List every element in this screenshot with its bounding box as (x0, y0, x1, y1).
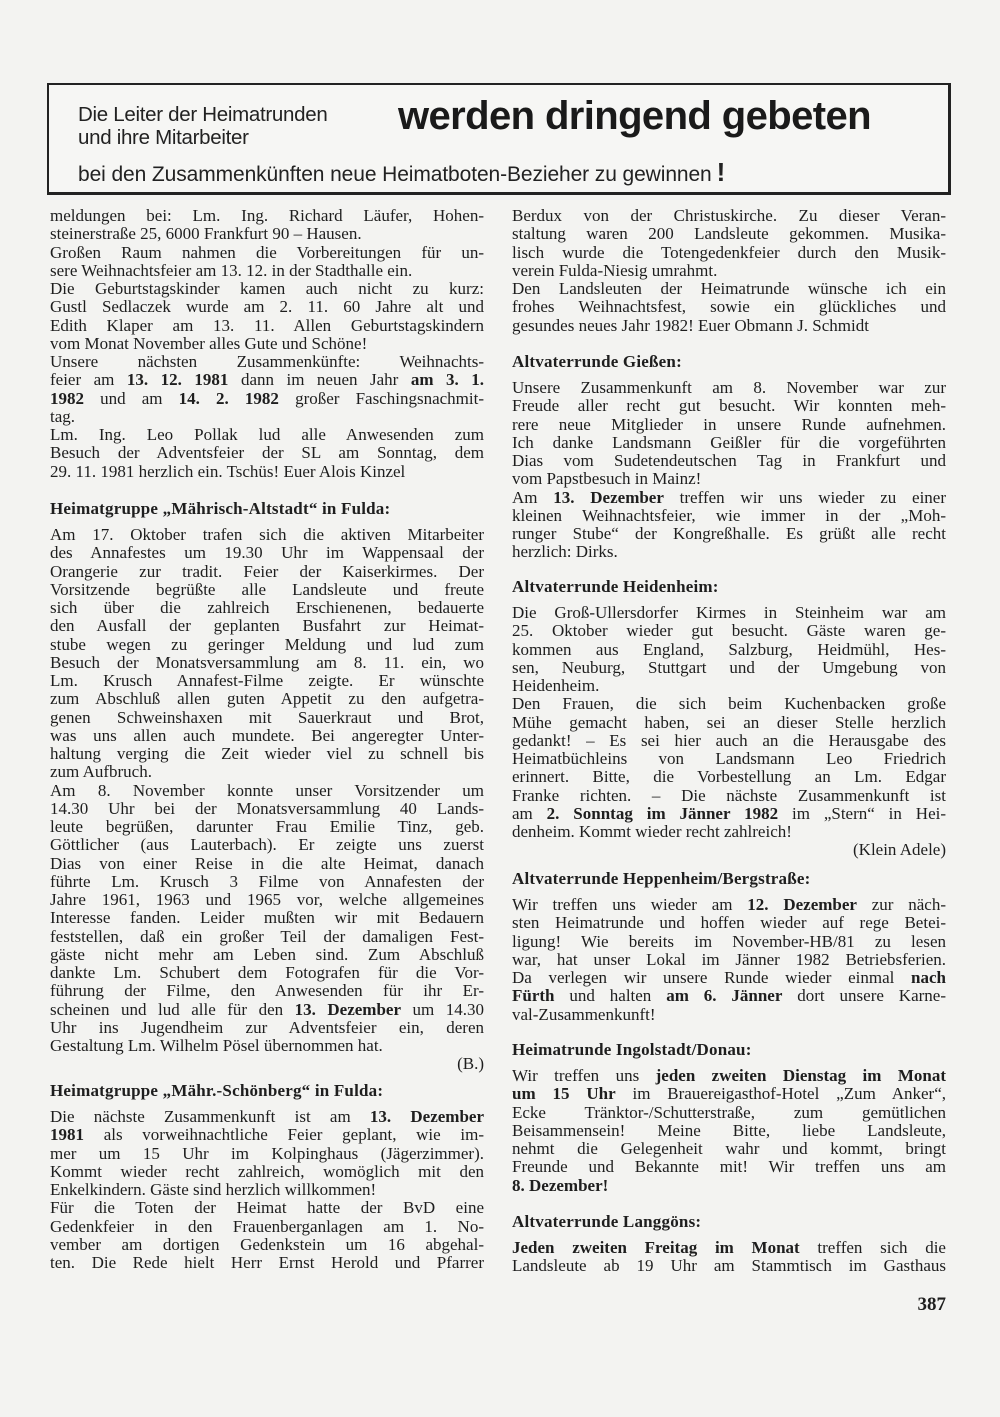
text-line: verein Fulda-Niesig umrahmt. (512, 260, 718, 280)
text-line: Besuch der Adventsfeier der SL am Sonntag, dem (50, 443, 484, 463)
text-line: gesundes neues Jahr 1982! Euer Obmann J. Schmidt (512, 315, 869, 335)
text-line: Göttlicher (aus Lauterbach). Er zeigte uns zuerst (50, 835, 484, 855)
bold-text: 14. 2. 1982 (178, 388, 279, 408)
bold-text: 13. 12. 1981 (126, 370, 229, 390)
article-section (50, 1082, 484, 1272)
text-line: Die Geburtstagskinder kamen auch nicht zu kurz: (50, 279, 484, 298)
text-segment: scheinen und lud alle für den (50, 999, 295, 1019)
text-line: runger Stube“ der Kongreßhalle. Es grüßt alle recht (512, 524, 946, 543)
article-section (512, 1041, 946, 1195)
text-line: Jahre 1961, 1963 und 1965 vor, welche allgemeines (50, 890, 484, 909)
text-line: den Ausfall der geplanten Busfahrt zur Heimat- (50, 616, 484, 636)
text-line: führung der Filme, den Anwesenden für ihr Er- (50, 981, 484, 1001)
author-signature: (Klein Adele) (853, 840, 946, 860)
section-heading: Heimatgruppe „Mährisch-Altstadt“ in Fulda: (50, 499, 391, 518)
text-segment: treffen wir uns wieder zu einer (663, 487, 947, 507)
text-segment: Wir treffen uns (512, 1066, 656, 1085)
text-line: Beisammensein! Meine Bitte, liebe Landsleute, (512, 1120, 946, 1140)
author-signature: (B.) (457, 1054, 484, 1074)
text-segment: Wir treffen uns wieder am (512, 895, 748, 914)
article-section (512, 870, 946, 1024)
text-line: Freunde und Bekannte mit! Wir treffen uns am (512, 1157, 946, 1177)
text-line: stube wegen zu geringer Meldung und lud zum (50, 634, 484, 654)
text-line: mer um 15 Uhr im Kolpinghaus (Jägerzimmer). (50, 1143, 484, 1163)
text-line: gäste nicht mehr am Leben sind. Zum Abschluß (50, 944, 484, 964)
article-section (50, 207, 484, 481)
text-line: Die Groß-Ullersdorfer Kirmes in Steinheim war am (512, 603, 946, 622)
text-line: leute begrüßen, darunter Frau Emilie Tinz, geb. (50, 817, 484, 836)
text-line: Gustl Sedlaczek wurde am 2. 11. 60 Jahre alt und (50, 297, 484, 317)
text-line: sich über die zahlreich Erschienenen, bedauerte (50, 598, 484, 617)
text-line: feststellen, daß ein großer Teil der damaligen Fest- (50, 926, 484, 946)
text-line: Gedenkfeier in den Frauenberganlagen am 1. No- (50, 1216, 484, 1236)
article-section (512, 353, 946, 562)
text-line: sere Weihnachtsfeier am 13. 12. in der Stadthalle ein. (50, 260, 413, 280)
section-heading: Heimatgruppe „Mähr.-Schönberg“ in Fulda: (50, 1081, 384, 1100)
text-line: Besuch der Monatsversammlung am 8. 11. ein, wo (50, 652, 484, 672)
subscription-appeal-box (47, 83, 951, 195)
bold-text: am 3. 1. (410, 370, 485, 390)
text-line: Dias von einer Reise in die alte Heimat, danach (50, 853, 484, 873)
bold-text: 1981 (50, 1125, 84, 1145)
text-line: Unsere Zusammenkunft am 8. November war zur (512, 378, 946, 397)
text-line (512, 896, 946, 914)
text-line: 25. Oktober wieder gut besucht. Gäste waren ge- (512, 621, 946, 641)
bold-text: 13. Dezember (294, 999, 401, 1019)
banner-subline-text: bei den Zusammenkünften neue Heimatboten-Bezieher zu gewinnen (78, 163, 712, 186)
text-line: genen Schweinshaxen mit Sauerkraut und Brot, (50, 707, 484, 727)
bold-text: 2. Sonntag im Jänner 1982 (546, 803, 779, 823)
text-line: Orangerie zur tradit. Feier der Kaiserkirmes. Der (50, 561, 484, 581)
section-heading: Heimatrunde Ingolstadt/Donau: (512, 1040, 752, 1059)
banner-headline: werden dringend gebeten (398, 94, 871, 138)
section-heading: Altvaterrunde Heidenheim: (512, 577, 719, 596)
article-section (512, 1213, 946, 1276)
text-segment: großer Faschingsnachmit- (278, 388, 484, 408)
article-section (512, 207, 946, 335)
text-line: Am 8. November konnte unser Vorsitzender um (50, 780, 484, 800)
text-line: Franke richten. – Die nächste Zusammenkunft ist (512, 785, 946, 805)
bold-text: jeden zweiten Dienstag im Monat (655, 1066, 946, 1085)
text-line: kleinen Weihnachtsfeier, wie immer in der „Moh- (512, 505, 946, 525)
text-line (512, 969, 946, 987)
text-line: Landsleute ab 19 Uhr am Stammtisch im Gasthaus (512, 1256, 946, 1276)
bold-text: Jeden zweiten Freitag im Monat (512, 1238, 800, 1257)
text-segment: als vorweihnachtliche Feier geplant, wie im- (84, 1125, 484, 1145)
text-line: Ich danke Landsmann Geißler für die vorgeführten (512, 432, 946, 452)
text-line: zum Aufbruch. (50, 762, 152, 782)
text-line: erinnert. Bitte, die Vorbestellung an Lm. Edgar (512, 767, 946, 787)
text-line: denheim. Kommt wieder recht zahlreich! (512, 822, 792, 841)
text-line: Den Landsleuten der Heimatrunde wünsche ich ein (512, 279, 946, 298)
text-line: kommen aus England, Salzburg, Heidmühl, Hes- (512, 639, 946, 659)
text-line: ligung! Wie bereits im November-HB/81 zu lesen (512, 931, 946, 951)
text-line: führte Lm. Krusch 3 Filme von Annafesten der (50, 871, 484, 891)
exclamation-mark: ! (716, 157, 726, 187)
text-segment: Da verlegen wir unsere Runde wieder einmal (512, 968, 912, 987)
text-line: herzlich: Dirks. (512, 542, 618, 562)
text-line (512, 1239, 946, 1257)
text-line: vom Monat November alles Gute und Schöne! (50, 333, 368, 353)
text-line (512, 1085, 946, 1103)
text-segment: feier am (50, 370, 127, 390)
text-segment: im „Stern“ in Hei- (778, 803, 947, 823)
page-number: 387 (917, 1294, 946, 1315)
article-section (512, 578, 946, 860)
text-line: Heidenheim. (512, 676, 600, 695)
text-line: 29. 11. 1981 herzlich ein. Tschüs! Euer Alois Kinzel (50, 461, 406, 481)
text-line: des Annafestes um 19.30 Uhr im Wappensaal der (50, 543, 484, 563)
text-line: gedankt! – Es sei hier auch an die Herausgabe des (512, 730, 946, 750)
text-line (512, 805, 946, 823)
text-segment: im Brauereigasthof-Hotel „Zum Anker“, (615, 1084, 946, 1104)
text-line: Am 17. Oktober trafen sich die aktiven Mitarbeiter (50, 525, 484, 544)
bold-text: 13. Dezember (369, 1107, 484, 1126)
text-segment: am (512, 803, 547, 823)
bold-text: um 15 Uhr (512, 1084, 616, 1104)
text-line (512, 987, 946, 1005)
text-line (50, 1126, 484, 1144)
text-line: Freude aller recht gut besucht. Wir konnten meh- (512, 396, 946, 416)
text-line: Unsere nächsten Zusammenkünfte: Weihnachts- (50, 352, 484, 371)
banner-line-2: und ihre Mitarbeiter (78, 126, 249, 149)
section-heading: Altvaterrunde Langgöns: (512, 1212, 702, 1231)
text-line: was uns allen auch mundete. Bei angeregter Unter- (50, 725, 484, 745)
text-line (50, 1108, 484, 1126)
text-segment: dort unsere Karne- (782, 986, 946, 1006)
text-line: Enkelkindern. Gäste sind herzlich willkommen! (50, 1180, 377, 1199)
banner-line-1: Die Leiter der Heimatrunden (78, 103, 328, 126)
text-segment: um 14.30 (401, 999, 484, 1019)
text-line: rere neue Mitglieder in unsere Runde aufnehmen. (512, 414, 946, 434)
text-line (512, 489, 946, 507)
text-line: Uhr ins Jugendheim zur Adventsfeier ein, deren (50, 1017, 484, 1037)
text-line: Mühe gemacht haben, sei an dieser Stelle herzlich (512, 712, 946, 732)
bold-text: nach (911, 968, 946, 987)
text-line: frohes Weihnachtsfest, sowie ein glückliches und (512, 297, 946, 317)
text-line: 14.30 Uhr bei der Monatsversammlung 40 Lands- (50, 798, 484, 818)
text-line: Gestaltung Lm. Wilhelm Pösel übernommen hat. (50, 1036, 383, 1055)
text-line: ten. Die Rede hielt Herr Ernst Herold und Pfarrer (50, 1253, 484, 1272)
bold-text: am 6. Jänner (666, 986, 783, 1006)
text-line: sten Heimatrunde und hoffen wieder auf rege Betei- (512, 913, 946, 933)
article-section (50, 500, 484, 1074)
text-line: staltung waren 200 Landsleute gekommen. Musika- (512, 224, 946, 244)
text-line (512, 1067, 946, 1085)
text-line: meldungen bei: Lm. Ing. Richard Läufer, Hohen- (50, 206, 484, 225)
text-line: haltung verging die Zeit wieder viel zu schnell bis (50, 744, 484, 763)
text-line: Heimatbüchleins von Landsmann Leo Friedrich (512, 749, 946, 768)
text-line: vom Papstbesuch in Mainz! (512, 469, 702, 489)
bold-text: 8. Dezember! (512, 1175, 609, 1195)
text-line: Interesse fanden. Leider mußten wir mit Bedauern (50, 908, 484, 928)
text-line: war, hat unser Lokal im Jänner 1982 Betriebsferien. (512, 949, 946, 969)
text-line (50, 371, 484, 389)
text-line: lisch wurde die Totengedenkfeier durch den Musik- (512, 242, 946, 262)
section-heading: Altvaterrunde Gießen: (512, 352, 682, 371)
text-line: nehmt die Gelegenheit wahr und kommt, bringt (512, 1139, 946, 1158)
text-line: vember am dortigen Gedenkstein um 16 abgehal- (50, 1234, 484, 1254)
text-line: steinerstraße 25, 6000 Frankfurt 90 – Hausen. (50, 224, 362, 244)
text-line: Für die Toten der Heimat hatte der BvD eine (50, 1198, 484, 1218)
banner-subline (78, 159, 725, 187)
text-segment: treffen sich die (799, 1238, 946, 1257)
text-segment: zur näch- (856, 895, 946, 914)
text-line: dankte Lm. Schubert dem Fotografen für die Vor- (50, 963, 484, 982)
text-segment: Am (512, 487, 554, 507)
text-line: sen, Neuburg, Stuttgart und der Umgebung von (512, 657, 946, 677)
text-line: Edith Klaper am 13. 11. Allen Geburtstagskindern (50, 315, 484, 335)
text-line: Kommt wieder recht zahlreich, womöglich mit den (50, 1161, 484, 1181)
bold-text: 13. Dezember (553, 487, 664, 507)
bold-text: Fürth (512, 986, 555, 1006)
bold-text: 1982 (50, 388, 84, 408)
text-segment: dann im neuen Jahr (228, 370, 411, 390)
text-line (50, 390, 484, 408)
text-line: tag. (50, 406, 76, 426)
text-line (512, 1177, 946, 1195)
bold-text: 12. Dezember (747, 895, 857, 914)
text-line: Vorsitzende begrüßte alle Landsleute und freute (50, 579, 484, 599)
text-line: val-Zusammenkunft! (512, 1004, 656, 1024)
text-line: Lm. Krusch Annafest-Filme zeigte. Er wünschte (50, 671, 484, 690)
text-segment: und halten (554, 986, 667, 1006)
text-segment: und am (84, 388, 179, 408)
text-line: Großen Raum nahmen die Vorbereitungen für un- (50, 242, 484, 262)
text-line: Dias vom Sudetendeutschen Tag in Frankfurt und (512, 451, 946, 470)
text-line: Den Frauen, die sich beim Kuchenbacken große (512, 694, 946, 714)
text-segment: Die nächste Zusammenkunft ist am (50, 1107, 370, 1126)
text-line: Ecke Tränktor-/Schutterstraße, zum gemütlichen (512, 1102, 946, 1122)
section-heading: Altvaterrunde Heppenheim/Bergstraße: (512, 869, 811, 888)
text-line: Lm. Ing. Leo Pollak lud alle Anwesenden zum (50, 425, 484, 444)
text-line (50, 1001, 484, 1019)
text-line: zum Abschluß allen guten Appetit zu den aufgetra- (50, 689, 484, 709)
text-line: Berdux von der Christuskirche. Zu dieser Veran- (512, 206, 946, 225)
